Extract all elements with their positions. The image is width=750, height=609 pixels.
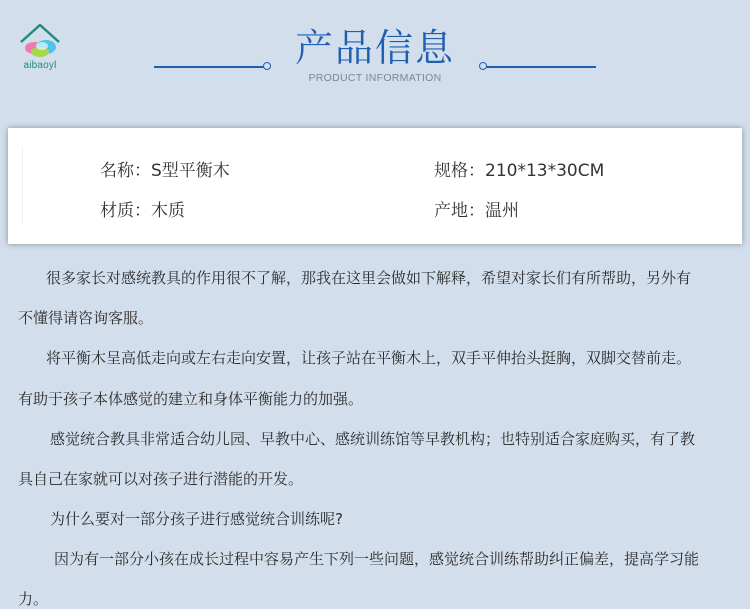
body-line: 感觉统合教具非常适合幼儿园、早教中心、感统训练馆等早教机构；也特别适合家庭购买，有了教 xyxy=(50,430,696,448)
body-line: 为什么要对一部分孩子进行感觉统合训练呢? xyxy=(50,510,343,528)
brand-name: aibaoyl xyxy=(23,60,57,71)
info-spec xyxy=(434,156,604,181)
info-name xyxy=(100,156,230,181)
info-spec-value: 210*13*30CM xyxy=(485,161,605,181)
info-name-value: S型平衡木 xyxy=(151,161,230,181)
body-line: 将平衡木呈高低走向或左右走向安置，让孩子站在平衡木上，双手平伸抬头挺胸，双脚交替前走。 xyxy=(46,349,692,367)
info-material-label: 材质： xyxy=(100,201,151,221)
body-line: 有助于孩子本体感觉的建立和身体平衡能力的加强。 xyxy=(18,390,364,408)
info-spec-label: 规格： xyxy=(434,161,485,181)
body-line: 具自己在家就可以对孩子进行潜能的开发。 xyxy=(18,470,304,488)
info-material-value: 木质 xyxy=(151,201,185,221)
body-line: 不懂得请咨询客服。 xyxy=(18,309,154,327)
info-material xyxy=(100,196,185,221)
page-subtitle: PRODUCT INFORMATION xyxy=(308,72,442,84)
info-name-label: 名称： xyxy=(100,161,151,181)
info-origin-label: 产地： xyxy=(434,201,485,221)
body-line: 很多家长对感统教具的作用很不了解，那我在这里会做如下解释，希望对家长们有所帮助，另外有 xyxy=(46,269,692,287)
info-origin-value: 温州 xyxy=(485,201,519,221)
info-origin xyxy=(434,196,519,221)
body-line: 力。 xyxy=(18,590,49,608)
page-title: 产品信息 xyxy=(294,26,455,70)
body-line: 因为有一部分小孩在成长过程中容易产生下列一些问题，感觉统合训练帮助纠正偏差，提高学习能 xyxy=(54,550,700,568)
info-card xyxy=(8,128,742,244)
